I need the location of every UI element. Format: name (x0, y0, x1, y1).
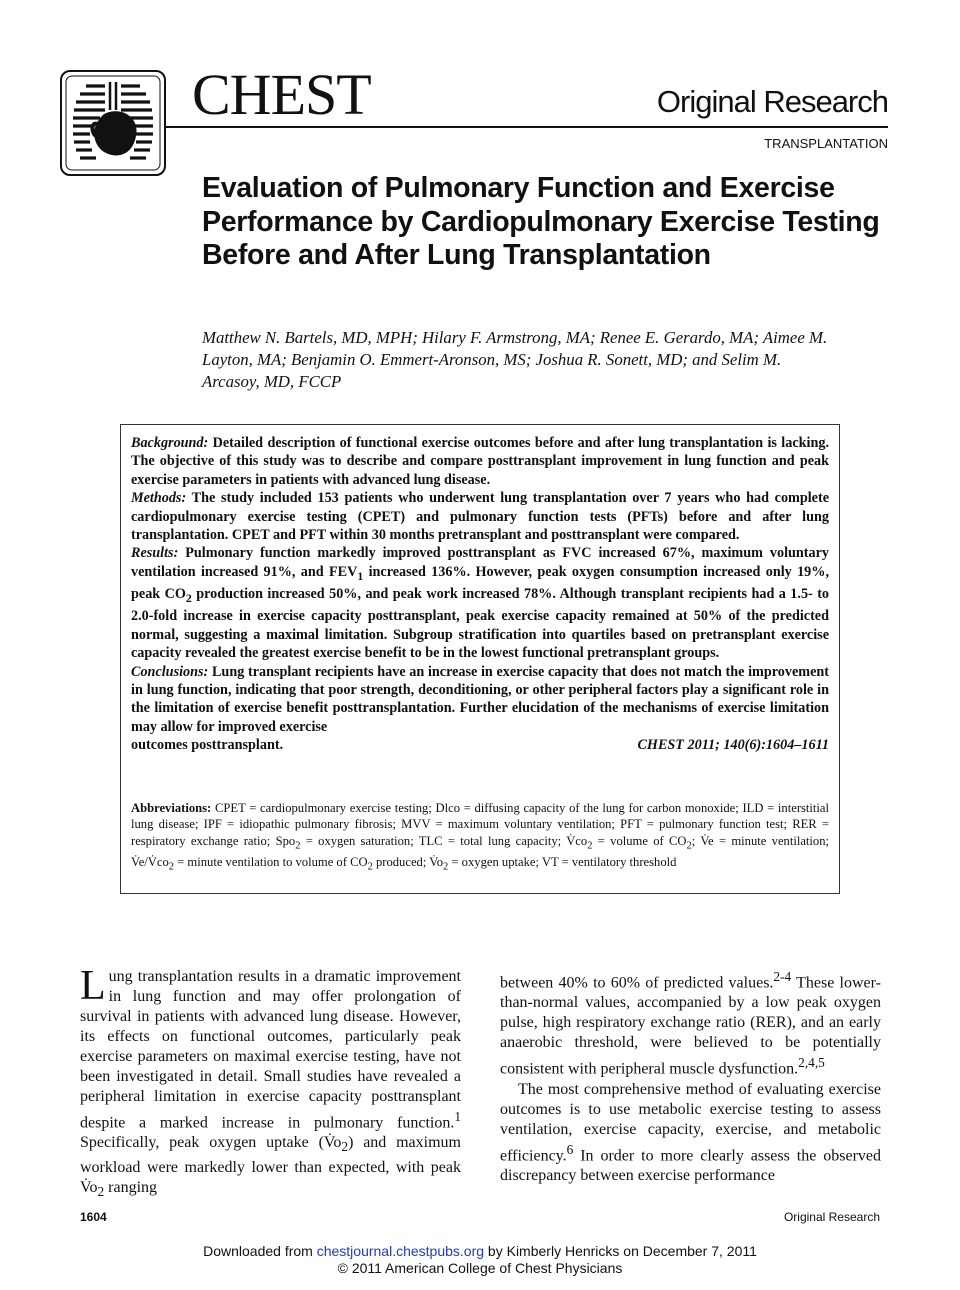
author-list: Matthew N. Bartels, MD, MPH; Hilary F. Armstrong, MA; Renee E. Gerardo, MA; Aimee M. Layton, MA; Benjamin O. Emmert-Aronson, MS; Joshua R. Sonett, MD; and Selim M. Arcasoy, MD, FCCP (202, 328, 828, 391)
body-column-left (80, 963, 461, 1202)
abbreviations-text: = oxygen uptake; VT = ventilatory threshold (448, 855, 677, 870)
paragraph-text: ung transplantation results in a dramatic improvement in lung function and may offer prolongation of survival in patients with advanced lung disease. However, its effects on functional outcomes, particularly peak exercise parameters on maximal exercise testing, have not been investigated in detail. Small studies have revealed a peripheral limitation in exercise capacity posttransplant despite a marked increase in pulmonary function. (80, 968, 461, 1132)
abstract-results (131, 544, 829, 662)
results-label: Results: (131, 545, 179, 562)
subscript: 2 (185, 590, 192, 605)
background-label: Background: (131, 435, 209, 451)
footer-section-label: Original Research (783, 1210, 880, 1224)
paragraph (500, 1080, 881, 1186)
download-notice (0, 1242, 960, 1260)
abstract-citation-line (131, 736, 829, 754)
abbreviations-text: produced; V̇o (372, 855, 444, 870)
methods-label: Methods: (131, 490, 187, 507)
methods-text: The study included 153 patients who underwent lung transplantation over 7 years who had complete cardiopulmonary exercise testing (CPET) and pulmonary function tests (PFTs) before and after lung transplantation. CPET and PFT within 30 months pretransplant and posttransplant were compared. (131, 490, 830, 544)
subscript: 1 (357, 568, 364, 583)
paragraph-text: between 40% to 60% of predicted values. (500, 974, 774, 992)
header-rule (166, 126, 888, 128)
drop-cap: L (80, 963, 106, 1009)
conclusions-text: Lung transplant recipients have an increase in exercise capacity that does not match the improvement in lung function, indicating that poor strength, deconditioning, or other peripheral factors play a significant role in the limitation of exercise benefit posttransplantation. Further elucidation of the mechanisms of exercise limitation may allow for improved exercise (131, 663, 830, 735)
reference: 2-4 (773, 969, 792, 984)
subscript: 2 (295, 840, 301, 852)
article-title: Evaluation of Pulmonary Function and Exercise Performance by Cardiopulmonary Exercise Testing Before and After Lung Transplantation (202, 172, 880, 271)
paragraph-text: In order to more clearly assess the observed discrepancy between exercise performance (500, 1146, 881, 1184)
page-number: 1604 (80, 1210, 107, 1224)
conclusions-text-end: outcomes posttransplant. (131, 737, 284, 754)
paragraph (80, 963, 461, 1202)
reference: 6 (566, 1141, 574, 1157)
section-type: Original Research (656, 84, 888, 119)
paragraph-text: ranging (104, 1178, 158, 1196)
subscript: 2 (341, 1139, 349, 1155)
abbreviations-text: CPET = cardiopulmonary exercise testing; Dlco = diffusing capacity of the lung for carbon monoxide; ILD = interstitial lung disease; IPF = idiopathic pulmonary fibrosis; MVV = maximum voluntary ventilation; PFT = pulmonary function test; RER = respiratory exchange ratio; Spo (131, 801, 829, 848)
abstract-conclusions (131, 663, 829, 737)
conclusions-label: Conclusions: (131, 663, 209, 680)
journal-name: CHEST (192, 62, 371, 127)
reference: 1 (454, 1109, 461, 1124)
paragraph-text: Specifically, peak oxygen uptake (V̇o (80, 1134, 342, 1152)
abbreviations-text: = minute ventilation to volume of CO (174, 855, 368, 870)
abbreviations-text: ; V̇e = minute ventilation; V̇e/V̇co (131, 833, 830, 870)
reference: 2,4,5 (798, 1055, 825, 1071)
results-text-a: Pulmonary function markedly improved posttransplant as FVC increased 67%, maximum voluntary ventilation increased 91%, and FEV (131, 545, 830, 580)
paragraph (500, 967, 881, 1080)
chest-logo (60, 70, 166, 176)
body-column-right (500, 967, 881, 1186)
results-text-b: increased 136%. However, peak oxygen consumption increased only 19%, peak CO (131, 563, 829, 603)
topic-label: TRANSPLANTATION (764, 136, 888, 151)
download-prefix: Downloaded from (203, 1243, 317, 1259)
paragraph-text: The most comprehensive method of evaluating exercise outcomes is to use metabolic exercise testing to assess ventilation, exercise capacity, exercise, and metabolic efficiency. (500, 1080, 881, 1164)
download-suffix: by Kimberly Henricks on December 7, 2011 (484, 1243, 757, 1259)
subscript: 2 (443, 861, 449, 873)
abbreviations-label: Abbreviations: (131, 801, 212, 815)
subscript: 2 (587, 840, 593, 852)
subscript: 2 (97, 1183, 105, 1199)
background-text: Detailed description of functional exercise outcomes before and after lung transplantation is lacking. The objective of this study was to describe and compare posttransplant improvement in lung function and peak exercise parameters in patients with advanced lung disease. (131, 435, 830, 488)
abstract-methods (131, 489, 829, 544)
abbreviations (131, 800, 829, 876)
citation: CHEST 2011; 140(6):1604–1611 (637, 737, 829, 754)
abstract-background (131, 434, 829, 489)
paragraph-text: ) and maximum workload were markedly lower than expected, with peak V̇o (80, 1134, 461, 1196)
abstract (131, 434, 829, 755)
paragraph-text: These lower-than-normal values, accompanied by a low peak oxygen pulse, high respiratory exchange ratio (RER), and an early anaerobic threshold, were believed to be potentially consistent with peripheral muscle dysfunction. (500, 974, 881, 1078)
abbreviations-text: = oxygen saturation; TLC = total lung capacity; V̇co (300, 833, 588, 848)
lungs-heart-logo-icon (60, 70, 166, 176)
copyright: © 2011 American College of Chest Physicians (337, 1260, 623, 1276)
subscript: 2 (168, 861, 175, 873)
journal-link[interactable]: chestjournal.chestpubs.org (316, 1243, 485, 1259)
results-text-c: production increased 50%, and peak work increased 78%. Although transplant recipients had a 1.5- to 2.0-fold increase in exercise capacity posttransplant, peak exercise capacity remained at 50% of the predicted normal, suggesting a maximal limitation. Subgroup stratification into quartiles based on pretransplant exercise capacity revealed the greatest exercise benefit to be in the lowest functional pretransplant groups. (131, 586, 830, 662)
subscript: 2 (367, 861, 373, 873)
abbreviations-text: = volume of CO (592, 833, 687, 848)
subscript: 2 (686, 840, 692, 852)
